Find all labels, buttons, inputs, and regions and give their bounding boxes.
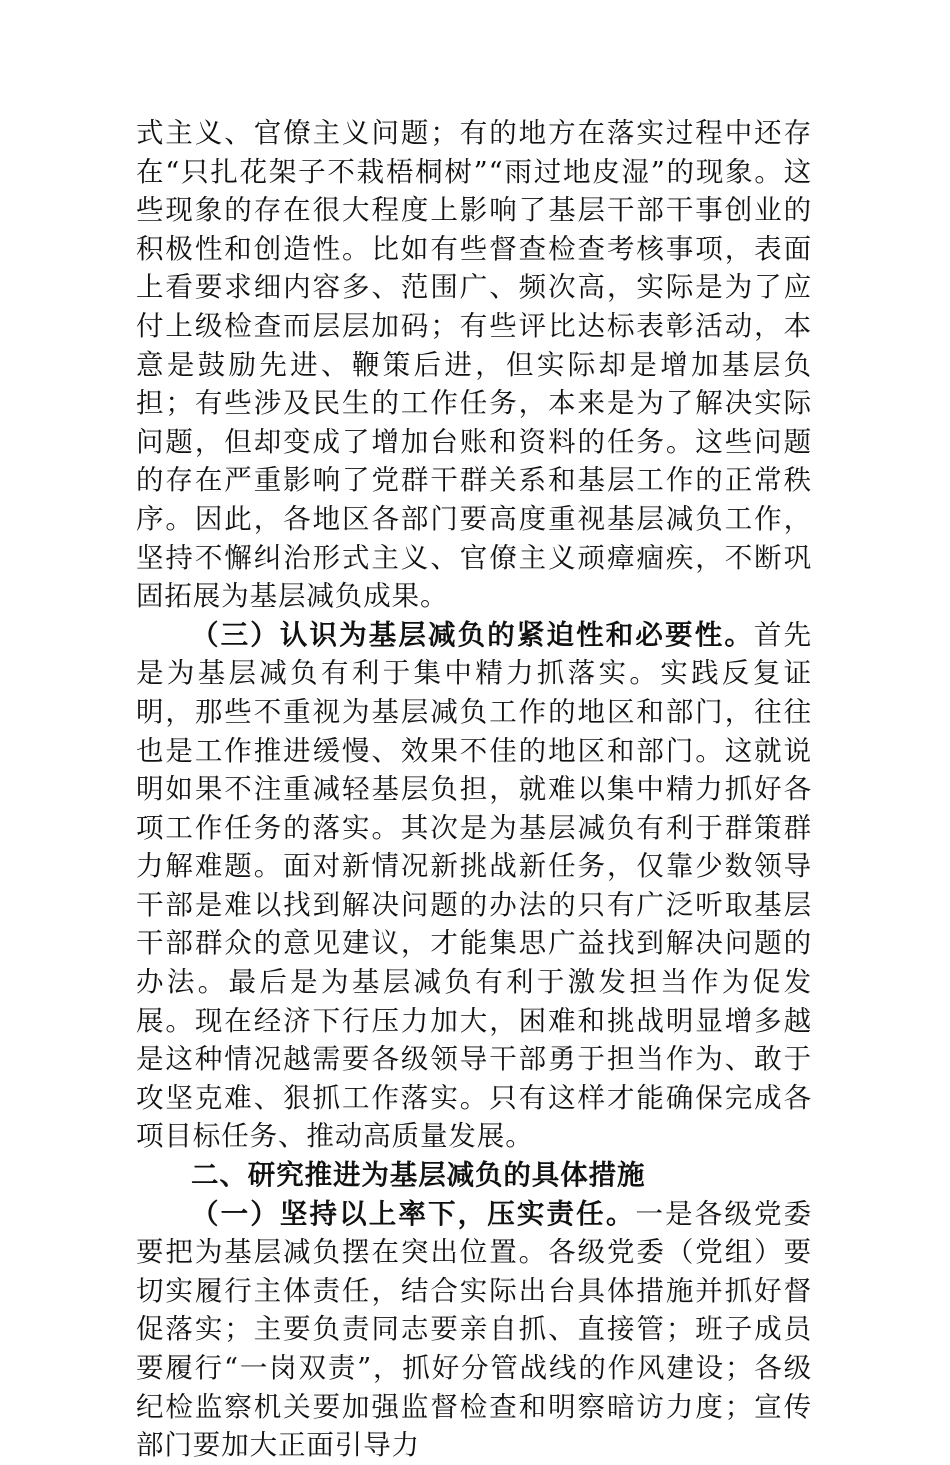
paragraph-3-body: 一是各级党委要把为基层减负摆在突出位置。各级党委（党组）要切实履行主体责任，结合实际出台具体措施并抓好督促落实；主要负责同志要亲自抓、直接管；班子成员要履行“一岗双责”，抓好分管战线的作风建设；各级纪检监察机关要加强监督检查和明察暗访力度；宣传部门要加大正面引导力 xyxy=(136,1197,813,1462)
document-page xyxy=(136,114,812,1465)
body-paragraph-3 xyxy=(136,1195,812,1465)
paragraph-2-lead: （三）认识为基层减负的紧迫性和必要性。 xyxy=(191,618,754,651)
section-heading-2: 二、研究推进为基层减负的具体措施 xyxy=(191,1159,646,1192)
paragraph-2-body: 首先是为基层减负有利于集中精力抓落实。实践反复证明，那些不重视为基层减负工作的地区和部门，往往也是工作推进缓慢、效果不佳的地区和部门。这就说明如果不注重减轻基层负担，就难以集中精力抓好各项工作任务的落实。其次是为基层减负有利于群策群力解难题。面对新情况新挑战新任务，仅靠少数领导干部是难以找到解决问题的办法的只有广泛听取基层干部群众的意见建议，才能集思广益找到解决问题的办法。最后是为基层减负有利于激发担当作为促发展。现在经济下行压力加大，困难和挑战明显增多越是这种情况越需要各级领导干部勇于担当作为、敢于攻坚克难、狠抓工作落实。只有这样才能确保完成各项目标任务、推动高质量发展。 xyxy=(136,618,812,1153)
paragraph-3-lead: （一）坚持以上率下，压实责任。 xyxy=(191,1197,636,1230)
body-paragraph-2 xyxy=(136,616,812,1156)
body-paragraph-1: 式主义、官僚主义问题；有的地方在落实过程中还存在“只扎花架子不栽梧桐树”“雨过地皮湿”的现象。这些现象的存在很大程度上影响了基层干部干事创业的积极性和创造性。比如有些督查检查考核事项，表面上看要求细内容多、范围广、频次高，实际是为了应付上级检查而层层加码；有些评比达标表彰活动，本意是鼓励先进、鞭策后进，但实际却是增加基层负担；有些涉及民生的工作任务，本来是为了解决实际问题，但却变成了增加台账和资料的任务。这些问题的存在严重影响了党群干群关系和基层工作的正常秩序。因此，各地区各部门要高度重视基层减负工作，坚持不懈纠治形式主义、官僚主义顽瘴痼疾，不断巩固拓展为基层减负成果。 xyxy=(136,117,812,613)
